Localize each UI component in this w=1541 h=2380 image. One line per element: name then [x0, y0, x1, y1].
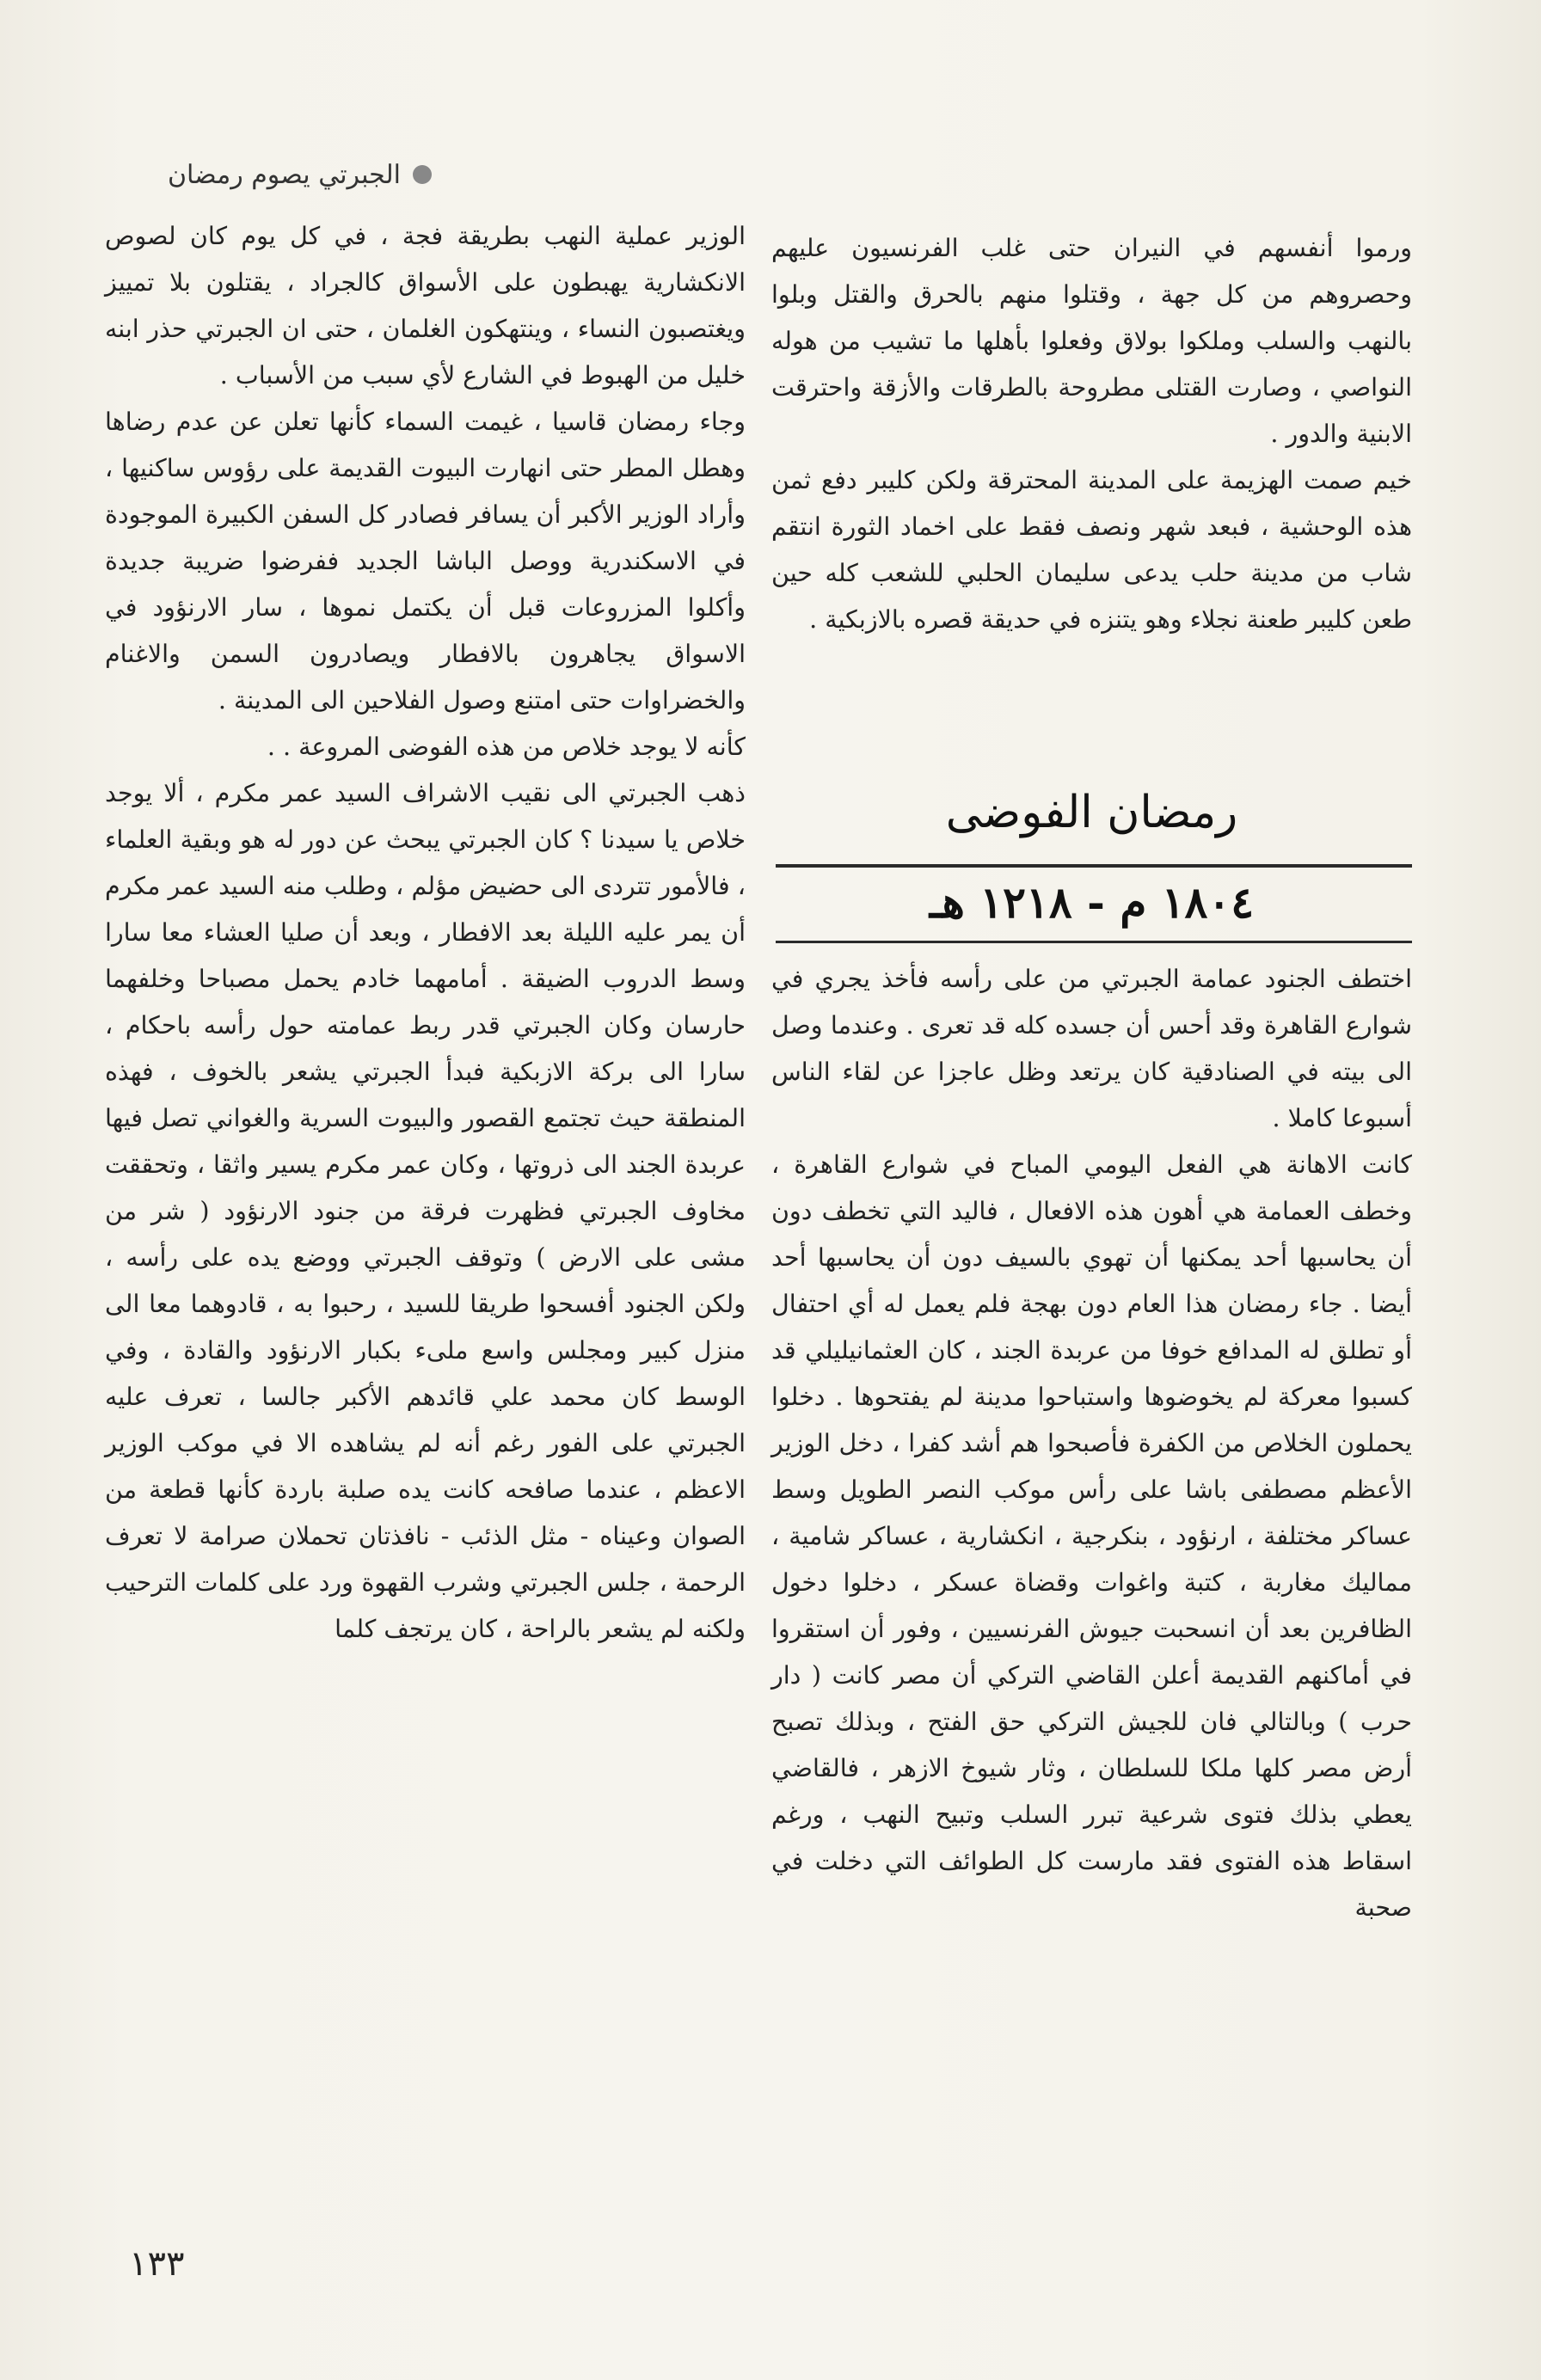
paragraph: وجاء رمضان قاسيا ، غيمت السماء كأنها تعلن عن عدم رضاها وهطل المطر حتى انهارت البيوت القديمة على رؤوس ساكنيها ، وأراد الوزير الأكبر أن يسافر فصادر كل السفن الكبيرة الموجودة في الاسكندرية ووصل الباشا الجديد ففرضوا ضريبة جديدة وأكلوا المزروعات قبل أن يكتمل نموها ، سار الارنؤود في الاسواق يجاهرون بالافطار ويصادرون السمن والاغنام والخضراوات حتى امتنع وصول الفلاحين الى المدينة .	[105, 408, 746, 715]
paragraph: كانت الاهانة هي الفعل اليومي المباح في شوارع القاهرة ، وخطف العمامة هي أهون هذه الافعال ، فاليد التي تخطف دون أن يحاسبها أحد يمكنها أن تهوي بالسيف دون أن يحاسبها أحد أيضا . جاء رمضان هذا العام دون بهجة فلم يعمل له أي احتفال أو تطلق له المدافع خوفا من عربدة الجند ، كان العثمانيليلي قد كسبوا معركة لم يخوضوها واستباحوا مدينة لم يفتحوها . دخلوا يحملون الخلاص من الكفرة فأصبحوا هم أشد كفرا ، دخل الوزير الأعظم مصطفى باشا على رأس موكب النصر الطويل وسط عساكر مختلفة ، ارنؤود ، بنكرجية ، انكشارية ، عساكر شامية ، مماليك مغاربة ، كتبة واغوات وقضاة عسكر ، دخلوا دخول الظافرين بعد أن انسحبت جيوش الفرنسيين ، وفور أن استقروا في أماكنهم القديمة أعلن القاضي التركي أن مصر كانت ( دار حرب ) وبالتالي فان للجيش التركي حق الفتح ، وبذلك تصبح أرض مصر كلها ملكا للسلطان ، وثار شيوخ الازهر ، فالقاضي يعطي بذلك فتوى شرعية تبرر السلب وتبيح النهب ، ورغم اسقاط هذه الفتوى فقد مارست كل الطوائف التي دخلت في صحبة	[771, 1150, 1412, 1922]
running-title: الجبرتي يصوم رمضان	[167, 159, 401, 190]
right-column-lower	[771, 956, 1412, 1931]
bullet-icon	[413, 165, 432, 184]
paragraph: ورموا أنفسهم في النيران حتى غلب الفرنسيون عليهم وحصروهم من كل جهة ، وقتلوا منهم بالحرق والقتل وبلوا بالنهب والسلب وملكوا بولاق وفعلوا بأهلها ما تشيب من هوله النواصي ، وصارت القتلى مطروحة بالطرقات والأزقة واحترقت الابنية والدور .	[771, 234, 1412, 448]
section-date: ١٨٠٤ م - ١٢١٨ هـ	[929, 877, 1255, 928]
left-column	[105, 213, 746, 1653]
page-number: ١٣٣	[129, 2244, 185, 2284]
right-column-upper	[771, 225, 1412, 643]
running-header	[148, 153, 432, 196]
paragraph: كأنه لا يوجد خلاص من هذه الفوضى المروعة . .	[267, 733, 746, 761]
section-rule-bottom	[776, 941, 1412, 943]
section-title: رمضان الفوضى	[945, 787, 1238, 838]
paragraph: خيم صمت الهزيمة على المدينة المحترقة ولكن كليبر دفع ثمن هذه الوحشية ، فبعد شهر ونصف فقط على اخماد الثورة انتقم شاب من مدينة حلب يدعى سليمان الحلبي للشعب كله حين طعن كليبر طعنة نجلاء وهو يتنزه في حديقة قصره بالازبكية .	[771, 466, 1412, 634]
paragraph: اختطف الجنود عمامة الجبرتي من على رأسه فأخذ يجري في شوارع القاهرة وقد أحس أن جسده كله قد تعرى . وعندما وصل الى بيته في الصنادقية كان يرتعد وظل عاجزا عن لقاء الناس أسبوعا كاملا .	[771, 965, 1412, 1132]
paragraph: الوزير عملية النهب بطريقة فجة ، في كل يوم كان لصوص الانكشارية يهبطون على الأسواق كالجراد ، يقتلون بلا تمييز ويغتصبون النساء ، وينتهكون الغلمان ، حتى ان الجبرتي حذر ابنه خليل من الهبوط في الشارع لأي سبب من الأسباب .	[105, 222, 746, 390]
paragraph: ذهب الجبرتي الى نقيب الاشراف السيد عمر مكرم ، ألا يوجد خلاص يا سيدنا ؟ كان الجبرتي يبحث عن دور له هو وبقية العلماء ، فالأمور تتردى الى حضيض مؤلم ، وطلب منه السيد عمر مكرم أن يمر عليه الليلة بعد الافطار ، وبعد أن صليا العشاء معا سارا وسط الدروب الضيقة . أمامهما خادم يحمل مصباحا وخلفهما حارسان وكان الجبرتي قدر ربط عمامته حول رأسه باحكام ، سارا الى بركة الازبكية فبدأ الجبرتي يشعر بالخوف ، فهذه المنطقة حيث تجتمع القصور والبيوت السرية والغواني تصل فيها عربدة الجند الى ذروتها ، وكان عمر مكرم يسير واثقا ، وتحققت مخاوف الجبرتي فظهرت فرقة من جنود الارنؤود ( شر من مشى على الارض ) وتوقف الجبرتي ووضع يده على رأسه ، ولكن الجنود أفسحوا طريقا للسيد ، رحبوا به ، قادوهما معا الى منزل كبير ومجلس واسع ملىء بكبار الارنؤود والقادة ، وفي الوسط كان محمد علي قائدهم الأكبر جالسا ، تعرف عليه الجبرتي على الفور رغم أنه لم يشاهده الا في موكب الوزير الاعظم ، عندما صافحه كانت يده صلبة باردة كأنها قطعة من الصوان وعيناه - مثل الذئب - نافذتان تحملان صرامة لا تعرف الرحمة ، جلس الجبرتي وشرب القهوة ورد على كلمات الترحيب ولكنه لم يشعر بالراحة ، كان يرتجف كلما	[105, 779, 746, 1643]
